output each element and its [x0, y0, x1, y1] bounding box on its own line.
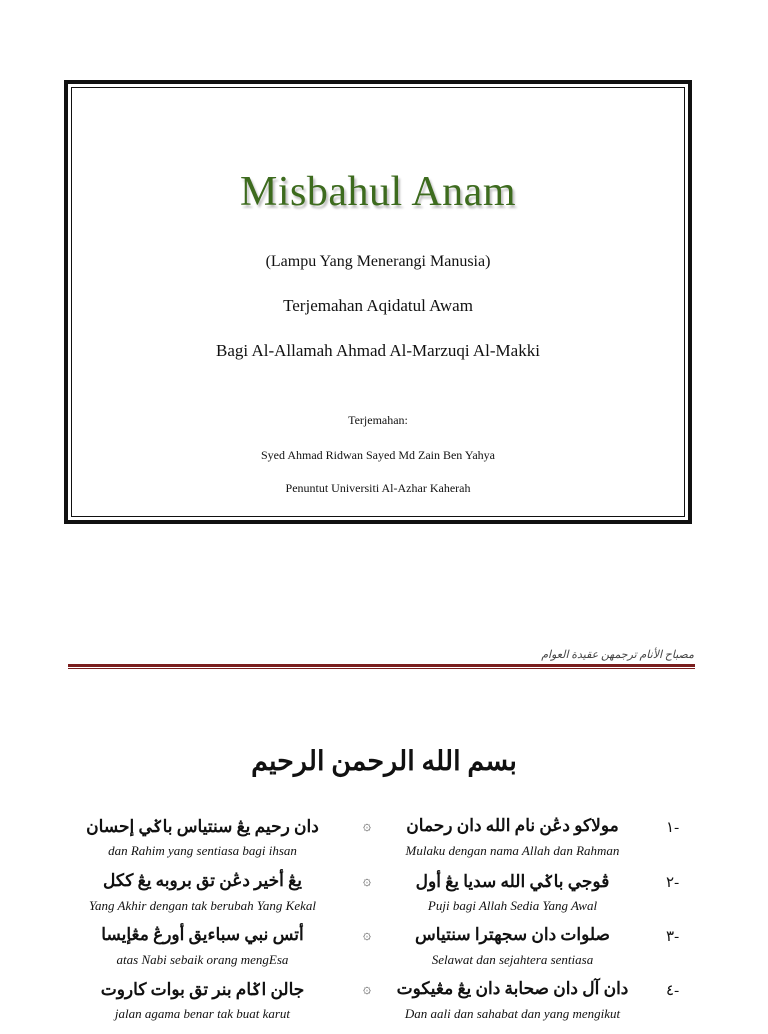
translator-name: Syed Ahmad Ridwan Sayed Md Zain Ben Yahya	[261, 448, 495, 462]
verse-arabic-right: صلوات دان سجهترا سنتياس	[415, 925, 610, 944]
verse-arabic-right: ڤوجي باݢي الله سديا يڠ أول	[415, 872, 610, 891]
translator-affiliation: Penuntut Universiti Al-Azhar Kaherah	[285, 481, 471, 495]
verse-translation-left: dan Rahim yang sentiasa bagi ihsan	[108, 843, 297, 858]
cover-inner-frame	[71, 87, 685, 517]
verse-row	[0, 871, 768, 926]
verse-separator-icon: ۞	[362, 982, 372, 997]
verse-arabic-left: أتس نبي سباءيق أورڠ مڠإيسا	[101, 925, 304, 944]
verse-translation-right: Selawat dan sejahtera sentiasa	[431, 952, 594, 967]
book-author-line: Bagi Al-Allamah Ahmad Al-Marzuqi Al-Makki	[216, 341, 540, 360]
verse-translation-right: Puji bagi Allah Sedia Yang Awal	[427, 898, 598, 913]
verse-row	[0, 925, 768, 980]
verse-row	[0, 816, 768, 871]
verse-number: -٢	[666, 875, 680, 891]
verse-arabic-right: دان آل دان صحابة دان يڠ مڠيكوت	[396, 979, 629, 998]
verse-separator-icon: ۞	[362, 928, 372, 943]
header-rule-thick	[68, 664, 695, 667]
header-rule-thin	[68, 668, 695, 669]
running-head: مصباح الأنام ترجمهن عقيدة العوام	[541, 649, 694, 661]
book-description: Terjemahan Aqidatul Awam	[283, 296, 473, 315]
verse-translation-right: Mulaku dengan nama Allah dan Rahman	[405, 843, 620, 858]
verse-translation-right: Dan aali dan sahabat dan yang mengikut	[404, 1006, 621, 1021]
verse-number: -١	[666, 820, 680, 836]
book-subtitle: (Lampu Yang Menerangi Manusia)	[265, 253, 491, 270]
verse-arabic-left: يڠ أخير دڠن تق بروبه يڠ ككل	[103, 871, 302, 890]
verse-arabic-left: جالن اݢام بنر تق بوات كاروت	[100, 980, 305, 999]
translator-label: Terjemahan:	[348, 413, 408, 427]
cover-frame	[64, 80, 692, 524]
verse-number: -٤	[666, 983, 680, 999]
verse-translation-left: Yang Akhir dengan tak berubah Yang Kekal	[88, 898, 317, 913]
verse-arabic-right: مولاكو دڠن نام الله دان رحمان	[406, 816, 619, 835]
verse-separator-icon: ۞	[362, 819, 372, 834]
verse-arabic-left: دان رحيم يڠ سنتياس باݢي إحسان	[86, 817, 319, 836]
verse-number: -٣	[666, 929, 680, 945]
verse-translation-left: jalan agama benar tak buat karut	[114, 1006, 291, 1021]
verse-separator-icon: ۞	[362, 874, 372, 889]
verse-row	[0, 979, 768, 1034]
verse-translation-left: atas Nabi sebaik orang mengEsa	[116, 952, 289, 967]
bismillah-heading: بسم الله الرحمن الرحيم	[251, 746, 517, 776]
book-title: Misbahul Anam	[240, 169, 516, 215]
